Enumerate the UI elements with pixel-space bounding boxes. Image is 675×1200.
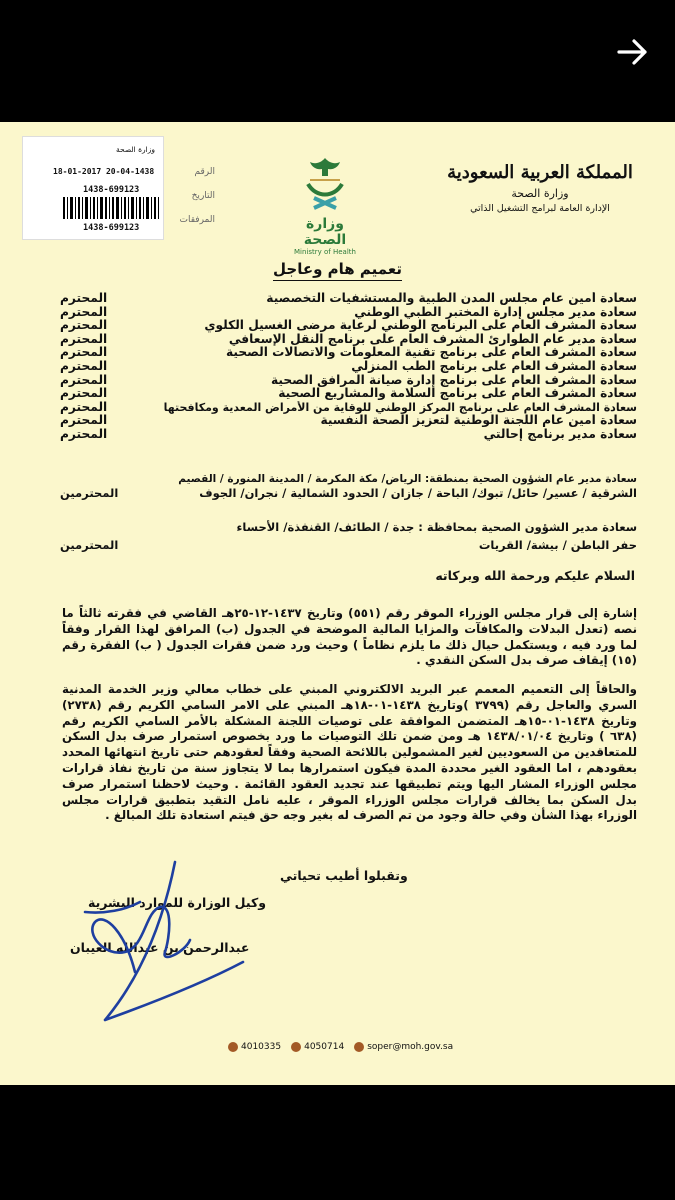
signer-name: عبدالرحمن بن عبدالله العيبان bbox=[70, 940, 250, 955]
sticker-reference-bottom: 1438-699123 bbox=[83, 223, 140, 233]
list-item bbox=[60, 346, 637, 360]
letterhead-kingdom-block bbox=[445, 162, 635, 214]
regions-line-1 bbox=[60, 472, 637, 486]
governorates-text-1: سعادة مدير الشؤون الصحية بمحافظة : جدة / الطائف/ القنفذة/ الأحساء bbox=[236, 520, 637, 534]
fax-number: 4050714 bbox=[304, 1042, 345, 1052]
list-item bbox=[60, 360, 637, 374]
barcode-icon bbox=[63, 197, 159, 219]
list-item bbox=[60, 306, 637, 320]
addressee-text: سعادة مدير برنامج إحالتي bbox=[483, 427, 637, 441]
barcode-sticker bbox=[22, 136, 164, 240]
regions-text-2: الشرقية / عسير/ حائل/ تبوك/ الباحة / جازان / الحدود الشمالية / نجران/ الجوف bbox=[199, 486, 637, 500]
honorific: المحترم bbox=[60, 291, 108, 305]
addressee-text: سعادة المشرف العام على البرنامج الوطني لرعاية مرضى الغسيل الكلوي bbox=[204, 319, 637, 333]
logo-arabic-text: وزارة الصحة bbox=[303, 216, 347, 248]
honorific: المحترم bbox=[60, 345, 108, 360]
field-number-label: الرقم bbox=[194, 167, 215, 177]
addressee-text: سعادة المشرف العام على برنامج الطب المنزلي bbox=[351, 359, 637, 373]
honorific: المحترم bbox=[60, 358, 108, 373]
fax-icon bbox=[291, 1042, 301, 1052]
share-button[interactable] bbox=[611, 30, 655, 74]
email-address: soper@moh.gov.sa bbox=[367, 1042, 454, 1052]
moh-logo-block bbox=[285, 154, 365, 256]
document-page bbox=[0, 122, 675, 1085]
addressee-text: سعادة مدير عام الطوارئ المشرف العام على برنامج النقل الإسعافي bbox=[228, 332, 637, 346]
governorates-line-1 bbox=[60, 518, 637, 536]
greeting: السلام عليكم ورحمة الله وبركاته bbox=[435, 568, 635, 583]
email-icon bbox=[354, 1042, 364, 1052]
honorific: المحترم bbox=[60, 372, 108, 387]
honorific: المحترم bbox=[60, 318, 108, 333]
sticker-datetime: 18-01-2017 20-04-1438 bbox=[53, 167, 155, 176]
governorates-line-2 bbox=[60, 536, 637, 554]
governorates-addressee bbox=[60, 518, 637, 554]
sticker-reference-top: 1438-699123 bbox=[83, 185, 140, 195]
paragraph-2: والحاقاً إلى التعميم المعمم عبر البريد الالكتروني المبني على خطاب معالي وزير الخدمة المدنية السري والعاجل رقم (٣٧٩٩ )وتاريخ ١٤٣٨-٠١-١٨هـ المبني على الامر السامي الكريم رقم (٢٧٣٨) وتاريخ ١٤٣٨-٠١-١٥هـ المتضمن الموافقة على توصيات اللجنة المشكلة بالأمر السامي الكريم رقم (٦٣٨ ) وتاريخ ١٤٣٨/٠١/٠٤ هـ ومن ضمن تلك التوصيات ما ورد بخصوص استمرار صرف بدل السكن للمتعاقدين من السعوديين لغير المشمولين باللائحة الصحية وفقاً لعقودهم حتى تاريخ انتهائها المحدد بعقودهم ، اما العقود الغير محددة المدة فيكون استمرارها بما لا يتجاوز سنة من تاريخ نفاذ قرارات مجلس الوزراء المشار اليها ويتم تطبيقها عند تجديد العقود القائمة . وحيث لاحظنا استمرار صرف بدل السكن بما يخالف قرارات مجلس الوزراء الموقر ، عليه نامل التقيد بتطبيق قرارات مجلس الوزراء بهذا الشأن وفي حالة وجود من تم الصرف له بغير وجه حق فيتم استعادة تلك المبالغ . bbox=[62, 682, 638, 823]
addressee-list bbox=[60, 292, 637, 442]
list-item bbox=[60, 414, 637, 428]
footer-contacts bbox=[228, 1042, 453, 1052]
phone-icon bbox=[228, 1042, 238, 1052]
list-item bbox=[60, 374, 637, 388]
letterhead-fields bbox=[165, 160, 215, 232]
addressee-text: سعادة المشرف العام على برنامج السلامة والمشاريع الصحية bbox=[278, 387, 637, 401]
signature-icon bbox=[65, 852, 245, 1022]
ministry-name: وزارة الصحة bbox=[511, 187, 569, 200]
moh-logo-icon bbox=[285, 154, 365, 218]
list-item bbox=[60, 319, 637, 333]
governorates-text-2: حفر الباطن / بيشة/ القريات bbox=[478, 538, 637, 552]
regions-honorific: المحترمين bbox=[60, 486, 119, 500]
regions-text-1: سعادة مدير عام الشؤون الصحية بمنطقة: الرياض/ مكة المكرمة / المدينة المنورة / القصيم bbox=[178, 473, 637, 485]
addressee-text: سعادة المشرف العام على برنامج المركز الوطني للوقاية من الأمراض المعدية ومكافحتها bbox=[163, 400, 637, 414]
honorific: المحترم bbox=[60, 413, 108, 428]
list-item bbox=[60, 387, 637, 401]
field-attachments-label: المرفقات bbox=[179, 215, 215, 225]
logo-english-text: Ministry of Health bbox=[294, 248, 356, 256]
regions-line-2 bbox=[60, 486, 637, 500]
viewer-bottom-bar bbox=[0, 1085, 675, 1200]
honorific: المحترم bbox=[60, 331, 108, 346]
list-item bbox=[60, 401, 637, 415]
regions-addressee bbox=[60, 472, 637, 500]
honorific: المحترم bbox=[60, 304, 108, 319]
honorific: المحترم bbox=[60, 399, 108, 414]
honorific: المحترم bbox=[60, 386, 108, 401]
signer-title: وكيل الوزارة للموارد البشرية bbox=[88, 895, 266, 910]
addressee-text: سعادة المشرف العام على برنامج إدارة صيانة المرافق الصحية bbox=[271, 373, 637, 387]
closing-line: وتقبلوا أطيب تحياتي bbox=[280, 868, 408, 883]
phone-number: 4010335 bbox=[241, 1042, 282, 1052]
addressee-text: سعادة مدير مجلس إدارة المختبر الطبي الوطني bbox=[354, 305, 637, 319]
memo-heading bbox=[0, 260, 675, 278]
list-item bbox=[60, 292, 637, 306]
directorate-name: الإدارة العامة لبرامج التشغيل الذاتي bbox=[470, 203, 610, 214]
kingdom-name: المملكة العربية السعودية bbox=[447, 162, 633, 183]
field-date-label: التاريخ bbox=[191, 191, 215, 201]
memo-heading-text: تعميم هام وعاجل bbox=[273, 260, 402, 281]
honorific: المحترم bbox=[60, 426, 108, 441]
footer-phone bbox=[228, 1042, 281, 1052]
governorates-honorific: المحترمين bbox=[60, 538, 119, 552]
list-item bbox=[60, 428, 637, 442]
paragraph-1: إشارة إلى قرار مجلس الوزراء الموقر رقم (٥٥١) وتاريخ ١٤٣٧-١٢-٢٥هـ القاضي في فقرته ثالثاً ما نصه (تعدل البدلات والمكافآت والمزايا المالية الموضحة في الجدول (ب) المرافق لهذا القرار وفقاً لما ورد فيه ، ويستكمل حيال ذلك ما يلزم نظاماً ) وحيث ورد ضمن فقرات الجدول ( ب) الفقرة رقم (١٥) إيقاف صرف بدل السكن النقدي . bbox=[62, 606, 637, 668]
addressee-text: سعادة أمين عام اللجنة الوطنية لتعزيز الصحة النفسية bbox=[320, 414, 637, 428]
sticker-org: وزارة الصحة bbox=[116, 145, 155, 154]
footer-email bbox=[354, 1042, 453, 1052]
addressee-text: سعادة المشرف العام على برنامج تقنية المعلومات والاتصالات الصحية bbox=[225, 346, 637, 360]
list-item bbox=[60, 333, 637, 347]
arrow-right-icon bbox=[611, 30, 655, 74]
footer-fax bbox=[291, 1042, 344, 1052]
viewer-top-bar bbox=[0, 0, 675, 122]
addressee-text: سعادة أمين عام مجلس المدن الطبية والمستشفيات التخصصية bbox=[266, 292, 637, 305]
